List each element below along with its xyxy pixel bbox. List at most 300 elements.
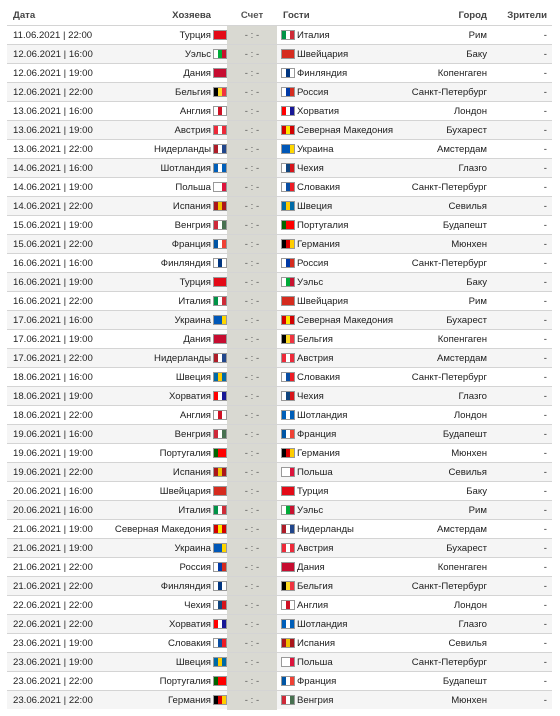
home-team[interactable]: Шотландия bbox=[160, 163, 211, 174]
away-flag-cell bbox=[281, 102, 295, 121]
home-flag-icon bbox=[213, 619, 227, 629]
match-city: Севилья bbox=[448, 467, 487, 478]
table-row[interactable] bbox=[7, 405, 552, 424]
home-team[interactable]: Украина bbox=[174, 315, 211, 326]
match-score: - : - bbox=[227, 292, 277, 311]
match-city: Амстердам bbox=[436, 144, 487, 155]
table-row[interactable] bbox=[7, 234, 552, 253]
table-row[interactable] bbox=[7, 63, 552, 82]
away-team[interactable]: Россия bbox=[297, 258, 329, 269]
away-team[interactable]: Испания bbox=[297, 638, 336, 649]
home-flag-cell bbox=[213, 349, 227, 368]
away-flag-cell bbox=[281, 121, 295, 140]
away-team[interactable]: Австрия bbox=[297, 543, 334, 554]
home-team[interactable]: Северная Македония bbox=[114, 524, 211, 535]
away-team[interactable]: Португалия bbox=[297, 220, 349, 231]
home-flag-cell bbox=[213, 45, 227, 64]
table-row[interactable] bbox=[7, 196, 552, 215]
away-team[interactable]: Шотландия bbox=[297, 619, 348, 630]
away-flag-cell bbox=[281, 596, 295, 615]
away-flag-icon bbox=[281, 410, 295, 420]
column-header-date[interactable]: Дата bbox=[13, 10, 36, 21]
match-date[interactable]: 18.06.2021 | 22:00 bbox=[13, 410, 93, 421]
home-team[interactable]: Дания bbox=[183, 68, 211, 79]
away-flag-cell bbox=[281, 463, 295, 482]
spectators-count: - bbox=[543, 106, 547, 117]
spectators-count: - bbox=[543, 372, 547, 383]
home-flag-cell bbox=[213, 653, 227, 672]
table-row[interactable] bbox=[7, 329, 552, 348]
away-flag-icon bbox=[281, 125, 295, 135]
home-team[interactable]: Чехия bbox=[184, 600, 211, 611]
home-flag-cell bbox=[213, 596, 227, 615]
match-score: - : - bbox=[227, 254, 277, 273]
spectators-count: - bbox=[543, 334, 547, 345]
away-flag-icon bbox=[281, 619, 295, 629]
spectators-count: - bbox=[543, 391, 547, 402]
away-flag-cell bbox=[281, 235, 295, 254]
home-team[interactable]: Уэльс bbox=[184, 49, 211, 60]
away-team[interactable]: Австрия bbox=[297, 353, 334, 364]
home-team[interactable]: Швеция bbox=[175, 372, 211, 383]
match-date[interactable]: 23.06.2021 | 22:00 bbox=[13, 676, 93, 687]
match-city: Санкт-Петербург bbox=[411, 182, 487, 193]
home-flag-cell bbox=[213, 292, 227, 311]
home-flag-icon bbox=[213, 258, 227, 268]
match-score: - : - bbox=[227, 368, 277, 387]
spectators-count: - bbox=[543, 201, 547, 212]
away-flag-cell bbox=[281, 577, 295, 596]
match-city: Севилья bbox=[448, 201, 487, 212]
table-row[interactable] bbox=[7, 367, 552, 386]
away-flag-cell bbox=[281, 292, 295, 311]
home-team[interactable]: Бельгия bbox=[175, 87, 211, 98]
away-flag-icon bbox=[281, 524, 295, 534]
home-flag-cell bbox=[213, 311, 227, 330]
away-team[interactable]: Германия bbox=[297, 448, 341, 459]
match-date[interactable]: 19.06.2021 | 16:00 bbox=[13, 429, 93, 440]
match-date[interactable]: 21.06.2021 | 22:00 bbox=[13, 581, 93, 592]
match-score: - : - bbox=[227, 501, 277, 520]
match-score: - : - bbox=[227, 615, 277, 634]
spectators-count: - bbox=[543, 30, 547, 41]
away-team[interactable]: Польша bbox=[297, 467, 333, 478]
away-team[interactable]: Англия bbox=[297, 600, 329, 611]
home-flag-cell bbox=[213, 216, 227, 235]
home-flag-icon bbox=[213, 562, 227, 572]
away-flag-icon bbox=[281, 201, 295, 211]
match-date[interactable]: 19.06.2021 | 22:00 bbox=[13, 467, 93, 478]
match-city: Мюнхен bbox=[451, 239, 487, 250]
spectators-count: - bbox=[543, 182, 547, 193]
table-row[interactable] bbox=[7, 25, 552, 44]
home-flag-cell bbox=[213, 425, 227, 444]
table-row[interactable] bbox=[7, 633, 552, 652]
match-date[interactable]: 16.06.2021 | 16:00 bbox=[13, 258, 93, 269]
away-flag-cell bbox=[281, 425, 295, 444]
away-flag-icon bbox=[281, 277, 295, 287]
home-flag-icon bbox=[213, 391, 227, 401]
match-city: Бухарест bbox=[446, 543, 487, 554]
home-team[interactable]: Нидерланды bbox=[154, 144, 211, 155]
home-team[interactable]: Австрия bbox=[174, 125, 211, 136]
match-city: Баку bbox=[466, 49, 487, 60]
spectators-count: - bbox=[543, 581, 547, 592]
home-team[interactable]: Венгрия bbox=[174, 220, 211, 231]
spectators-count: - bbox=[543, 125, 547, 136]
away-flag-icon bbox=[281, 258, 295, 268]
away-flag-cell bbox=[281, 558, 295, 577]
table-row[interactable] bbox=[7, 424, 552, 443]
home-flag-icon bbox=[213, 106, 227, 116]
home-flag-cell bbox=[213, 26, 227, 45]
table-row[interactable] bbox=[7, 386, 552, 405]
spectators-count: - bbox=[543, 562, 547, 573]
match-city: Севилья bbox=[448, 638, 487, 649]
home-flag-icon bbox=[213, 657, 227, 667]
home-flag-cell bbox=[213, 482, 227, 501]
table-row[interactable] bbox=[7, 614, 552, 633]
match-date[interactable]: 13.06.2021 | 22:00 bbox=[13, 144, 93, 155]
match-date[interactable]: 16.06.2021 | 22:00 bbox=[13, 296, 93, 307]
match-city: Санкт-Петербург bbox=[411, 87, 487, 98]
match-score: - : - bbox=[227, 197, 277, 216]
home-team[interactable]: Швеция bbox=[175, 657, 211, 668]
home-flag-cell bbox=[213, 691, 227, 710]
home-flag-icon bbox=[213, 543, 227, 553]
home-team[interactable]: Украина bbox=[174, 543, 211, 554]
match-date[interactable]: 22.06.2021 | 22:00 bbox=[13, 619, 93, 630]
match-city: Бухарест bbox=[446, 125, 487, 136]
away-team[interactable]: Польша bbox=[297, 657, 333, 668]
away-team[interactable]: Германия bbox=[297, 239, 341, 250]
column-header-score[interactable]: Счет bbox=[240, 10, 264, 21]
away-team[interactable]: Словакия bbox=[297, 372, 341, 383]
away-flag-cell bbox=[281, 653, 295, 672]
away-flag-icon bbox=[281, 182, 295, 192]
match-score: - : - bbox=[227, 330, 277, 349]
home-flag-icon bbox=[213, 581, 227, 591]
match-date[interactable]: 18.06.2021 | 19:00 bbox=[13, 391, 93, 402]
away-flag-icon bbox=[281, 695, 295, 705]
away-team[interactable]: Швеция bbox=[297, 201, 333, 212]
match-date[interactable]: 23.06.2021 | 22:00 bbox=[13, 695, 93, 706]
away-team[interactable]: Бельгия bbox=[297, 334, 333, 345]
table-row[interactable] bbox=[7, 443, 552, 462]
away-flag-icon bbox=[281, 391, 295, 401]
match-date[interactable]: 23.06.2021 | 19:00 bbox=[13, 657, 93, 668]
table-row[interactable] bbox=[7, 652, 552, 671]
table-row[interactable] bbox=[7, 177, 552, 196]
table-row[interactable] bbox=[7, 462, 552, 481]
home-team[interactable]: Испания bbox=[172, 201, 211, 212]
home-flag-cell bbox=[213, 64, 227, 83]
away-flag-icon bbox=[281, 163, 295, 173]
home-flag-icon bbox=[213, 49, 227, 59]
spectators-count: - bbox=[543, 410, 547, 421]
away-team[interactable]: Турция bbox=[297, 486, 329, 497]
away-flag-cell bbox=[281, 520, 295, 539]
away-flag-cell bbox=[281, 349, 295, 368]
away-team[interactable]: Чехия bbox=[297, 391, 324, 402]
home-flag-icon bbox=[213, 695, 227, 705]
away-flag-icon bbox=[281, 486, 295, 496]
match-score: - : - bbox=[227, 83, 277, 102]
match-date[interactable]: 22.06.2021 | 22:00 bbox=[13, 600, 93, 611]
match-city: Лондон bbox=[453, 410, 487, 421]
home-flag-cell bbox=[213, 463, 227, 482]
away-team[interactable]: Франция bbox=[297, 676, 337, 687]
match-score: - : - bbox=[227, 406, 277, 425]
match-date[interactable]: 13.06.2021 | 16:00 bbox=[13, 106, 93, 117]
table-row[interactable] bbox=[7, 519, 552, 538]
away-team[interactable]: Украина bbox=[297, 144, 334, 155]
match-date[interactable]: 16.06.2021 | 19:00 bbox=[13, 277, 93, 288]
match-score: - : - bbox=[227, 64, 277, 83]
match-date[interactable]: 21.06.2021 | 19:00 bbox=[13, 524, 93, 535]
home-team[interactable]: Португалия bbox=[159, 448, 211, 459]
table-row[interactable] bbox=[7, 690, 552, 709]
away-flag-cell bbox=[281, 178, 295, 197]
match-date[interactable]: 19.06.2021 | 19:00 bbox=[13, 448, 93, 459]
match-date[interactable]: 17.06.2021 | 16:00 bbox=[13, 315, 93, 326]
spectators-count: - bbox=[543, 505, 547, 516]
spectators-count: - bbox=[543, 296, 547, 307]
match-date[interactable]: 15.06.2021 | 22:00 bbox=[13, 239, 93, 250]
home-team[interactable]: Словакия bbox=[167, 638, 211, 649]
match-city: Рим bbox=[468, 505, 487, 516]
away-flag-cell bbox=[281, 691, 295, 710]
away-flag-cell bbox=[281, 634, 295, 653]
home-flag-icon bbox=[213, 676, 227, 686]
table-row[interactable] bbox=[7, 120, 552, 139]
home-flag-cell bbox=[213, 539, 227, 558]
home-flag-icon bbox=[213, 353, 227, 363]
home-team[interactable]: Италия bbox=[178, 505, 211, 516]
match-score: - : - bbox=[227, 102, 277, 121]
home-team[interactable]: Франция bbox=[171, 239, 211, 250]
match-city: Глазго bbox=[458, 619, 487, 630]
away-team[interactable]: Северная Македония bbox=[297, 315, 394, 326]
away-team[interactable]: Словакия bbox=[297, 182, 341, 193]
match-date[interactable]: 14.06.2021 | 19:00 bbox=[13, 182, 93, 193]
spectators-count: - bbox=[543, 49, 547, 60]
away-team[interactable]: Дания bbox=[297, 562, 325, 573]
table-row[interactable] bbox=[7, 576, 552, 595]
table-row[interactable] bbox=[7, 538, 552, 557]
match-city: Мюнхен bbox=[451, 448, 487, 459]
home-flag-cell bbox=[213, 444, 227, 463]
table-row[interactable] bbox=[7, 139, 552, 158]
home-team[interactable]: Россия bbox=[179, 562, 211, 573]
match-date[interactable]: 21.06.2021 | 22:00 bbox=[13, 562, 93, 573]
home-team[interactable]: Нидерланды bbox=[154, 353, 211, 364]
match-date[interactable]: 11.06.2021 | 22:00 bbox=[13, 30, 93, 41]
match-date[interactable]: 17.06.2021 | 19:00 bbox=[13, 334, 93, 345]
away-team[interactable]: Шотландия bbox=[297, 410, 348, 421]
match-score: - : - bbox=[227, 121, 277, 140]
match-city: Амстердам bbox=[436, 524, 487, 535]
match-date[interactable]: 12.06.2021 | 19:00 bbox=[13, 68, 93, 79]
table-row[interactable] bbox=[7, 595, 552, 614]
match-score: - : - bbox=[227, 577, 277, 596]
home-flag-cell bbox=[213, 634, 227, 653]
home-flag-cell bbox=[213, 520, 227, 539]
table-row[interactable] bbox=[7, 158, 552, 177]
match-date[interactable]: 20.06.2021 | 16:00 bbox=[13, 505, 93, 516]
home-flag-icon bbox=[213, 30, 227, 40]
home-team[interactable]: Испания bbox=[172, 467, 211, 478]
away-team[interactable]: Уэльс bbox=[297, 505, 324, 516]
table-row[interactable] bbox=[7, 272, 552, 291]
home-flag-cell bbox=[213, 672, 227, 691]
match-city: Будапешт bbox=[442, 429, 487, 440]
match-city: Лондон bbox=[453, 106, 487, 117]
home-team[interactable]: Турция bbox=[179, 277, 211, 288]
table-row[interactable] bbox=[7, 215, 552, 234]
home-team[interactable]: Германия bbox=[167, 695, 211, 706]
away-team[interactable]: Финляндия bbox=[297, 68, 348, 79]
spectators-count: - bbox=[543, 638, 547, 649]
spectators-count: - bbox=[543, 524, 547, 535]
match-city: Копенгаген bbox=[437, 562, 487, 573]
home-flag-icon bbox=[213, 182, 227, 192]
match-city: Баку bbox=[466, 277, 487, 288]
away-team[interactable]: Северная Македония bbox=[297, 125, 394, 136]
spectators-count: - bbox=[543, 258, 547, 269]
match-score: - : - bbox=[227, 558, 277, 577]
home-flag-icon bbox=[213, 448, 227, 458]
home-flag-icon bbox=[213, 239, 227, 249]
away-flag-icon bbox=[281, 372, 295, 382]
match-score: - : - bbox=[227, 26, 277, 45]
away-team[interactable]: Бельгия bbox=[297, 581, 333, 592]
match-date[interactable]: 21.06.2021 | 19:00 bbox=[13, 543, 93, 554]
match-city: Санкт-Петербург bbox=[411, 581, 487, 592]
match-date[interactable]: 15.06.2021 | 19:00 bbox=[13, 220, 93, 231]
home-team[interactable]: Финляндия bbox=[160, 258, 211, 269]
away-flag-icon bbox=[281, 87, 295, 97]
match-date[interactable]: 12.06.2021 | 22:00 bbox=[13, 87, 93, 98]
home-flag-icon bbox=[213, 486, 227, 496]
table-row[interactable] bbox=[7, 348, 552, 367]
table-row[interactable] bbox=[7, 253, 552, 272]
match-score: - : - bbox=[227, 482, 277, 501]
home-team[interactable]: Швейцария bbox=[159, 486, 211, 497]
spectators-count: - bbox=[543, 543, 547, 554]
table-row[interactable] bbox=[7, 44, 552, 63]
home-team[interactable]: Португалия bbox=[159, 676, 211, 687]
away-team[interactable]: Франция bbox=[297, 429, 337, 440]
away-flag-cell bbox=[281, 406, 295, 425]
match-date[interactable]: 18.06.2021 | 16:00 bbox=[13, 372, 93, 383]
table-row[interactable] bbox=[7, 291, 552, 310]
home-team[interactable]: Англия bbox=[179, 410, 211, 421]
away-team[interactable]: Нидерланды bbox=[297, 524, 354, 535]
match-city: Будапешт bbox=[442, 676, 487, 687]
home-team[interactable]: Польша bbox=[175, 182, 211, 193]
match-date[interactable]: 17.06.2021 | 22:00 bbox=[13, 353, 93, 364]
matches-table bbox=[7, 6, 552, 709]
table-row[interactable] bbox=[7, 557, 552, 576]
home-team[interactable]: Хорватия bbox=[168, 619, 211, 630]
away-flag-icon bbox=[281, 467, 295, 477]
home-flag-icon bbox=[213, 87, 227, 97]
home-flag-icon bbox=[213, 429, 227, 439]
away-flag-cell bbox=[281, 615, 295, 634]
home-flag-icon bbox=[213, 163, 227, 173]
match-city: Рим bbox=[468, 296, 487, 307]
home-team[interactable]: Финляндия bbox=[160, 581, 211, 592]
away-team[interactable]: Венгрия bbox=[297, 695, 334, 706]
match-date[interactable]: 23.06.2021 | 19:00 bbox=[13, 638, 93, 649]
home-flag-cell bbox=[213, 577, 227, 596]
spectators-count: - bbox=[543, 695, 547, 706]
home-flag-cell bbox=[213, 273, 227, 292]
home-flag-icon bbox=[213, 201, 227, 211]
home-flag-cell bbox=[213, 368, 227, 387]
table-header bbox=[7, 6, 552, 25]
home-team[interactable]: Дания bbox=[183, 334, 211, 345]
column-header-home[interactable]: Хозяева bbox=[172, 10, 211, 21]
match-date[interactable]: 13.06.2021 | 19:00 bbox=[13, 125, 93, 136]
away-flag-cell bbox=[281, 216, 295, 235]
match-score: - : - bbox=[227, 691, 277, 710]
home-team[interactable]: Италия bbox=[178, 296, 211, 307]
home-team[interactable]: Англия bbox=[179, 106, 211, 117]
home-team[interactable]: Венгрия bbox=[174, 429, 211, 440]
home-team[interactable]: Турция bbox=[179, 30, 211, 41]
match-date[interactable]: 14.06.2021 | 22:00 bbox=[13, 201, 93, 212]
match-date[interactable]: 12.06.2021 | 16:00 bbox=[13, 49, 93, 60]
table-row[interactable] bbox=[7, 101, 552, 120]
spectators-count: - bbox=[543, 467, 547, 478]
away-team[interactable]: Хорватия bbox=[297, 106, 340, 117]
match-date[interactable]: 20.06.2021 | 16:00 bbox=[13, 486, 93, 497]
away-flag-icon bbox=[281, 353, 295, 363]
column-header-spectators[interactable]: Зрители bbox=[507, 10, 547, 21]
away-team[interactable]: Чехия bbox=[297, 163, 324, 174]
away-team[interactable]: Россия bbox=[297, 87, 329, 98]
away-flag-icon bbox=[281, 429, 295, 439]
away-team[interactable]: Швейцария bbox=[297, 49, 349, 60]
home-flag-icon bbox=[213, 277, 227, 287]
spectators-count: - bbox=[543, 87, 547, 98]
spectators-count: - bbox=[543, 353, 547, 364]
table-row[interactable] bbox=[7, 671, 552, 690]
table-row[interactable] bbox=[7, 500, 552, 519]
match-score: - : - bbox=[227, 520, 277, 539]
away-team[interactable]: Швейцария bbox=[297, 296, 349, 307]
home-team[interactable]: Хорватия bbox=[168, 391, 211, 402]
home-flag-cell bbox=[213, 406, 227, 425]
away-flag-icon bbox=[281, 600, 295, 610]
table-row[interactable] bbox=[7, 310, 552, 329]
away-flag-cell bbox=[281, 482, 295, 501]
away-team[interactable]: Уэльс bbox=[297, 277, 324, 288]
table-row[interactable] bbox=[7, 82, 552, 101]
home-flag-cell bbox=[213, 330, 227, 349]
match-date[interactable]: 14.06.2021 | 16:00 bbox=[13, 163, 93, 174]
away-team[interactable]: Италия bbox=[297, 30, 330, 41]
away-flag-icon bbox=[281, 562, 295, 572]
away-flag-cell bbox=[281, 83, 295, 102]
table-row[interactable] bbox=[7, 481, 552, 500]
column-header-city[interactable]: Город bbox=[458, 10, 487, 21]
column-header-away[interactable]: Гости bbox=[283, 10, 310, 21]
away-flag-cell bbox=[281, 45, 295, 64]
away-flag-cell bbox=[281, 26, 295, 45]
